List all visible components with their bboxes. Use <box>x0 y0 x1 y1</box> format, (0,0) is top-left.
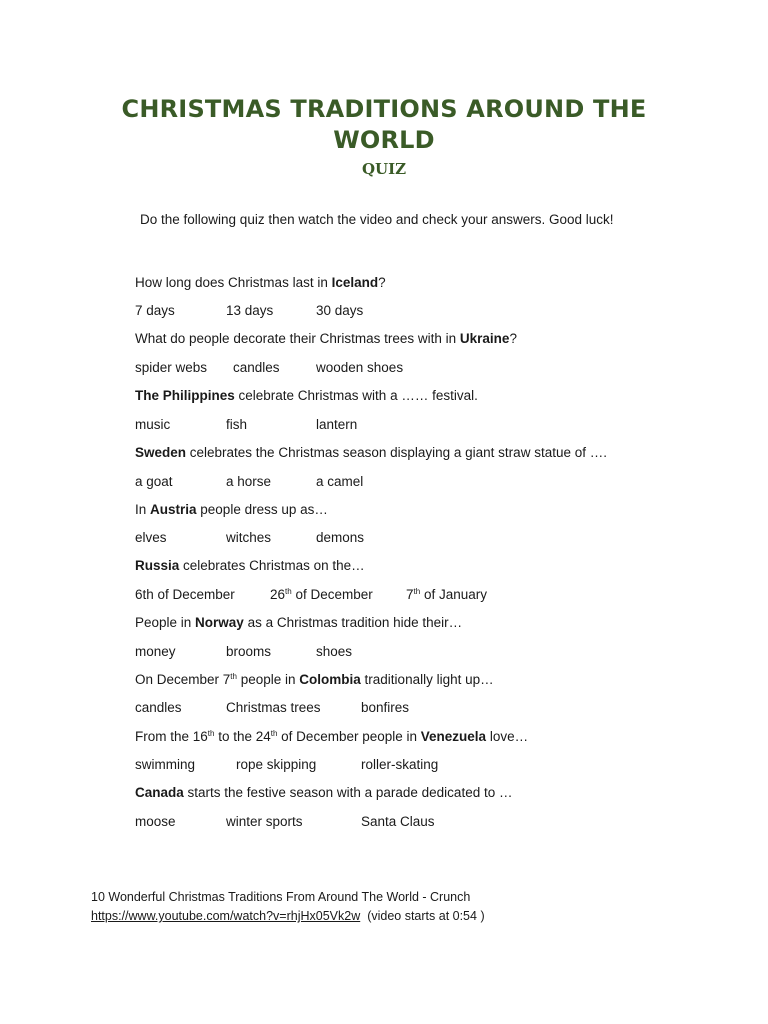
answer-option: winter sports <box>226 814 303 829</box>
answer-option: witches <box>226 530 272 545</box>
answer-option: a camel <box>316 474 364 489</box>
country-name: Canada <box>135 785 184 800</box>
page-title <box>0 94 768 156</box>
intro-text: Do the following quiz then watch the video and check your answers. Good luck! <box>140 212 614 227</box>
country-name: The Philippines <box>135 388 235 403</box>
answer-option: candles <box>233 360 280 375</box>
answer-option: wooden shoes <box>316 360 404 375</box>
country-name: Norway <box>195 615 244 630</box>
video-source-line <box>91 909 485 923</box>
page-title-text: CHRISTMAS TRADITIONS AROUND THE WORLD <box>121 95 647 154</box>
question-text: Russia celebrates Christmas on the… <box>135 558 365 573</box>
answer-option: Santa Claus <box>361 814 435 829</box>
answer-option: 30 days <box>316 303 364 318</box>
answer-option: 26th of December <box>270 587 373 602</box>
question-text: Sweden celebrates the Christmas season displaying a giant straw statue of …. <box>135 445 607 460</box>
page-subtitle: QUIZ <box>361 160 407 178</box>
answer-option: candles <box>135 700 182 715</box>
video-source-title: 10 Wonderful Christmas Traditions From Around The World - Crunch <box>91 890 471 904</box>
answer-option: roller-skating <box>361 757 439 772</box>
country-name: Sweden <box>135 445 187 460</box>
country-name: Venezuela <box>420 729 487 744</box>
answer-option: fish <box>226 417 248 432</box>
question-text: In Austria people dress up as… <box>135 502 328 517</box>
question-text: Canada starts the festive season with a parade dedicated to … <box>135 785 513 800</box>
answer-option: 7 days <box>135 303 175 318</box>
question-text: On December 7th people in Colombia traditionally light up… <box>135 672 494 687</box>
question-text: How long does Christmas last in Iceland? <box>135 275 386 290</box>
video-link[interactable]: https://www.youtube.com/watch?v=rhjHx05Vk2w <box>91 909 361 923</box>
country-name: Colombia <box>299 672 361 687</box>
question-text: The Philippines celebrate Christmas with a …… festival. <box>135 388 478 403</box>
answer-option: Christmas trees <box>226 700 321 715</box>
answer-option: music <box>135 417 171 432</box>
answer-option: 7th of January <box>406 587 487 602</box>
answer-option: a horse <box>226 474 272 489</box>
answer-option: demons <box>316 530 365 545</box>
answer-option: shoes <box>316 644 353 659</box>
answer-option: moose <box>135 814 176 829</box>
answer-option: money <box>135 644 176 659</box>
question-text: From the 16th to the 24th of December people in Venezuela love… <box>135 729 529 744</box>
answer-option: rope skipping <box>236 757 317 772</box>
answer-option: brooms <box>226 644 272 659</box>
answer-option: swimming <box>135 757 196 772</box>
answer-option: 13 days <box>226 303 274 318</box>
answer-option: 6th of December <box>135 587 235 602</box>
answer-option: lantern <box>316 417 358 432</box>
answer-option: elves <box>135 530 167 545</box>
country-name: Iceland <box>331 275 379 290</box>
question-text: What do people decorate their Christmas trees with in Ukraine? <box>135 331 517 346</box>
question-text: People in Norway as a Christmas tradition hide their… <box>135 615 463 630</box>
answer-option: spider webs <box>135 360 208 375</box>
video-start-note: (video starts at 0:54 ) <box>367 909 485 923</box>
country-name: Russia <box>135 558 180 573</box>
answer-option: a goat <box>135 474 173 489</box>
country-name: Ukraine <box>459 331 510 346</box>
answer-option: bonfires <box>361 700 410 715</box>
country-name: Austria <box>150 502 197 517</box>
